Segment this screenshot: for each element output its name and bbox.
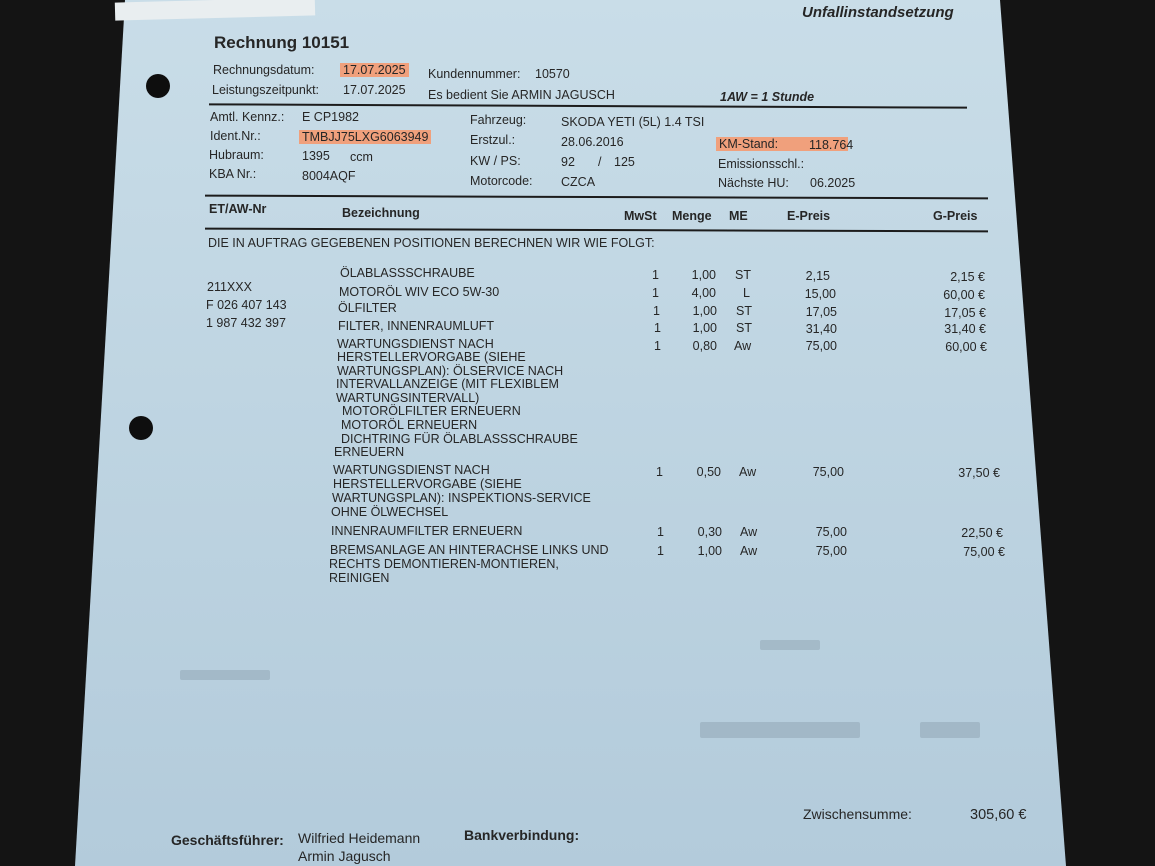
- leistungszeitpunkt-value: 17.07.2025: [343, 83, 406, 97]
- hu-label: Nächste HU:: [718, 176, 789, 190]
- rechnungsdatum-label: Rechnungsdatum:: [213, 63, 315, 77]
- kennz-label: Amtl. Kennz.:: [210, 110, 285, 124]
- item-description-line: MOTORÖLFILTER ERNEUERN: [342, 404, 521, 418]
- item-epreis: 15,00: [804, 287, 836, 301]
- company-header: Unfallinstandsetzung: [802, 4, 954, 21]
- gf-name-1: Wilfried Heidemann: [298, 830, 421, 846]
- item-menge: 1,00: [692, 321, 717, 335]
- zwischensumme-value: 305,60 €: [970, 807, 1027, 823]
- item-description-line: REINIGEN: [329, 571, 390, 585]
- col-menge: Menge: [672, 209, 712, 223]
- kw-value: 92: [561, 155, 575, 169]
- motorcode-value: CZCA: [561, 175, 596, 189]
- item-gpreis: 22,50 €: [961, 526, 1003, 540]
- item-description-line: WARTUNGSPLAN): ÖLSERVICE NACH: [337, 364, 564, 378]
- item-me: ST: [735, 268, 751, 282]
- item-menge: 1,00: [697, 544, 722, 558]
- col-epreis: E-Preis: [787, 209, 831, 223]
- item-menge: 4,00: [691, 286, 716, 300]
- emission-label: Emissionsschl.:: [718, 157, 805, 171]
- intro-text: DIE IN AUFTRAG GEGEBENEN POSITIONEN BERECHNEN WIR WIE FOLGT:: [208, 236, 655, 250]
- item-gpreis: 75,00 €: [963, 545, 1005, 559]
- item-menge: 1,00: [692, 304, 717, 318]
- ps-separator: /: [598, 155, 602, 169]
- col-mwst: MwSt: [624, 209, 657, 223]
- item-mwst: 1: [654, 321, 661, 335]
- fahrzeug-label: Fahrzeug:: [470, 113, 527, 127]
- item-description-line: HERSTELLERVORGABE (SIEHE: [337, 350, 526, 364]
- item-description-line: OHNE ÖLWECHSEL: [331, 505, 449, 519]
- item-description-line: FILTER, INNENRAUMLUFT: [338, 319, 495, 333]
- zwischensumme-label: Zwischensumme:: [803, 806, 912, 822]
- item-epreis: 75,00: [812, 465, 844, 479]
- gf-label: Geschäftsführer:: [171, 832, 284, 848]
- kundennummer-label: Kundennummer:: [428, 67, 521, 81]
- erstzul-label: Erstzul.:: [470, 133, 516, 147]
- item-number: 211XXX: [207, 280, 252, 294]
- hubraum-unit: ccm: [350, 150, 373, 164]
- showthrough-mark: [760, 640, 820, 650]
- item-menge: 0,50: [696, 465, 721, 479]
- fahrzeug-value: SKODA YETI (5L) 1.4 TSI: [561, 115, 705, 129]
- leistungszeitpunkt-label: Leistungszeitpunkt:: [212, 83, 320, 97]
- item-description-line: HERSTELLERVORGABE (SIEHE: [333, 477, 522, 491]
- item-mwst: 1: [656, 465, 663, 479]
- item-menge: 0,30: [697, 525, 722, 539]
- kundennummer-value: 10570: [535, 67, 570, 81]
- item-epreis: 75,00: [805, 339, 837, 353]
- item-gpreis: 31,40 €: [944, 322, 986, 336]
- item-me: Aw: [740, 525, 758, 539]
- item-mwst: 1: [657, 525, 664, 539]
- item-me: Aw: [740, 544, 758, 558]
- bank-label: Bankverbindung:: [464, 827, 580, 843]
- item-description-line: INTERVALLANZEIGE (MIT FLEXIBLEM: [336, 377, 559, 391]
- item-mwst: 1: [654, 339, 661, 353]
- item-description-line: WARTUNGSPLAN): INSPEKTIONS-SERVICE: [332, 491, 591, 505]
- ident-label: Ident.Nr.:: [210, 129, 261, 143]
- hu-value: 06.2025: [810, 176, 856, 190]
- motorcode-label: Motorcode:: [470, 174, 533, 188]
- showthrough-mark: [180, 670, 270, 680]
- item-description-line: BREMSANLAGE AN HINTERACHSE LINKS UND: [330, 543, 609, 557]
- aw-note: 1AW = 1 Stunde: [720, 90, 815, 104]
- item-epreis: 17,05: [805, 305, 837, 319]
- ps-value: 125: [614, 155, 635, 169]
- item-menge: 1,00: [691, 268, 716, 282]
- item-me: ST: [736, 321, 752, 335]
- col-gpreis: G-Preis: [933, 209, 978, 223]
- showthrough-mark: [700, 722, 860, 738]
- item-description-line: WARTUNGSDIENST NACH: [337, 337, 494, 351]
- km-label: KM-Stand:: [716, 137, 848, 151]
- item-gpreis: 60,00 €: [943, 288, 985, 302]
- bedient-text: Es bedient Sie ARMIN JAGUSCH: [428, 88, 615, 102]
- item-description-line: MOTORÖL WIV ECO 5W-30: [339, 285, 500, 299]
- item-menge: 0,80: [692, 339, 717, 353]
- item-gpreis: 37,50 €: [958, 466, 1000, 480]
- item-me: Aw: [739, 465, 757, 479]
- item-gpreis: 2,15 €: [950, 270, 985, 284]
- kba-value: 8004AQF: [302, 169, 356, 183]
- item-description-line: ERNEUERN: [334, 445, 405, 459]
- kba-label: KBA Nr.:: [209, 167, 257, 181]
- item-gpreis: 17,05 €: [944, 306, 986, 320]
- rechnungsdatum-value: 17.07.2025: [340, 63, 409, 77]
- item-mwst: 1: [653, 304, 660, 318]
- col-me: ME: [729, 209, 748, 223]
- item-epreis: 2,15: [805, 269, 830, 283]
- item-description-line: MOTORÖL ERNEUERN: [341, 418, 478, 432]
- col-etaw: ET/AW-Nr: [209, 202, 267, 216]
- hubraum-value: 1395: [302, 149, 330, 163]
- item-gpreis: 60,00 €: [945, 340, 987, 354]
- gf-name-2: Armin Jagusch: [298, 848, 391, 864]
- item-epreis: 75,00: [815, 544, 847, 558]
- km-value: 118.764: [809, 138, 854, 152]
- item-me: L: [743, 286, 750, 300]
- col-bezeichnung: Bezeichnung: [342, 206, 420, 220]
- item-number: 1 987 432 397: [206, 316, 286, 330]
- page-title: Rechnung 10151: [214, 33, 350, 52]
- item-description-line: WARTUNGSINTERVALL): [336, 391, 480, 405]
- hubraum-label: Hubraum:: [209, 148, 264, 162]
- item-mwst: 1: [657, 544, 664, 558]
- item-description-line: RECHTS DEMONTIEREN-MONTIEREN,: [329, 557, 559, 571]
- item-description-line: INNENRAUMFILTER ERNEUERN: [331, 524, 523, 538]
- item-mwst: 1: [652, 286, 659, 300]
- erstzul-value: 28.06.2016: [561, 135, 624, 149]
- item-epreis: 75,00: [815, 525, 847, 539]
- item-mwst: 1: [652, 268, 659, 282]
- kwps-label: KW / PS:: [470, 154, 521, 168]
- item-me: ST: [736, 304, 752, 318]
- ident-value: TMBJJ75LXG6063949: [299, 130, 431, 144]
- item-description-line: ÖLFILTER: [338, 301, 397, 315]
- item-description-line: ÖLABLASSSCHRAUBE: [340, 266, 475, 280]
- item-epreis: 31,40: [805, 322, 837, 336]
- item-description-line: DICHTRING FÜR ÖLABLASSSCHRAUBE: [341, 432, 578, 446]
- item-number: F 026 407 143: [206, 298, 287, 312]
- punch-hole-bottom: [129, 416, 153, 440]
- showthrough-mark: [920, 722, 980, 738]
- item-description-line: WARTUNGSDIENST NACH: [333, 463, 490, 477]
- item-me: Aw: [734, 339, 752, 353]
- punch-hole-top: [146, 74, 170, 98]
- kennz-value: E CP1982: [302, 110, 359, 124]
